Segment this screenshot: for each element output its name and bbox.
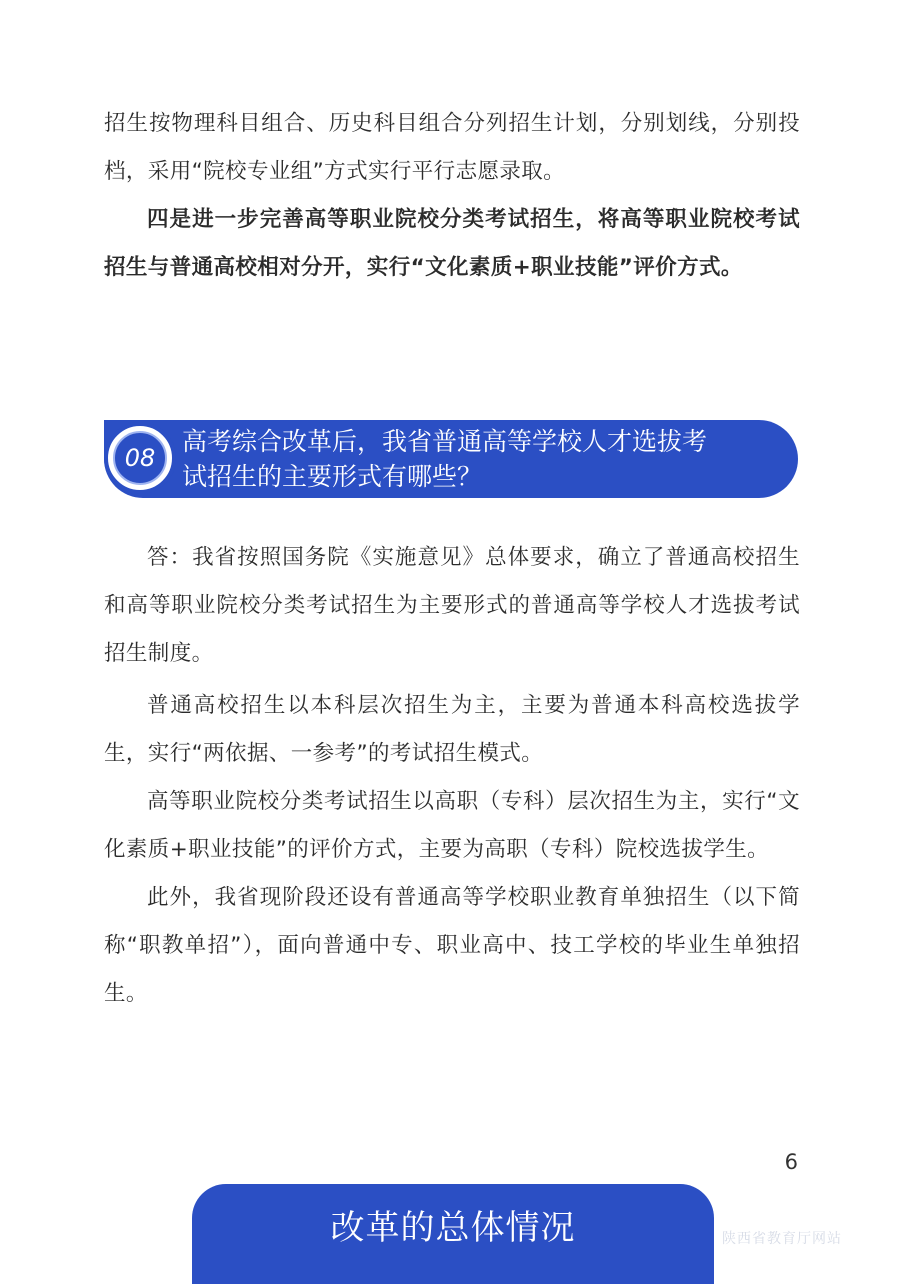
question-title	[182, 424, 782, 494]
question-title-line-1: 高考综合改革后，我省普通高等学校人才选拔考	[182, 427, 708, 456]
answer-paragraph: 答：我省按照国务院《实施意见》总体要求，确立了普通高校招生和高等职业院校分类考试招生为主要形式的普通高等学校人才选拔考试招生制度。	[104, 545, 800, 666]
question-number-badge	[104, 422, 176, 494]
answer-paragraph: 普通高校招生以本科层次招生为主，主要为普通本科高校选拔学生，实行“两依据、一参考”的考试招生模式。	[104, 693, 800, 766]
answer-paragraph: 高等职业院校分类考试招生以高职（专科）层次招生为主，实行“文化素质+职业技能”的评价方式，主要为高职（专科）院校选拔学生。	[104, 789, 800, 862]
section-footer-title: 改革的总体情况	[330, 1208, 576, 1248]
watermark: 陕西省教育厅网站	[722, 1231, 842, 1247]
body-paragraph: 四是进一步完善高等职业院校分类考试招生，将高等职业院校考试招生与普通高校相对分开，实行“文化素质+职业技能”评价方式。	[104, 207, 800, 280]
question-title-line-2: 试招生的主要形式有哪些？	[182, 462, 483, 491]
body-paragraph: 招生按物理科目组合、历史科目组合分列招生计划，分别划线，分别投档，采用“院校专业组”方式实行平行志愿录取。	[104, 111, 800, 184]
question-number: 08	[113, 431, 167, 485]
answer-paragraph: 此外，我省现阶段还设有普通高等学校职业教育单独招生（以下简称“职教单招”），面向普通中专、职业高中、技工学校的毕业生单独招生。	[104, 885, 800, 1006]
page-number: 6	[784, 1150, 798, 1174]
